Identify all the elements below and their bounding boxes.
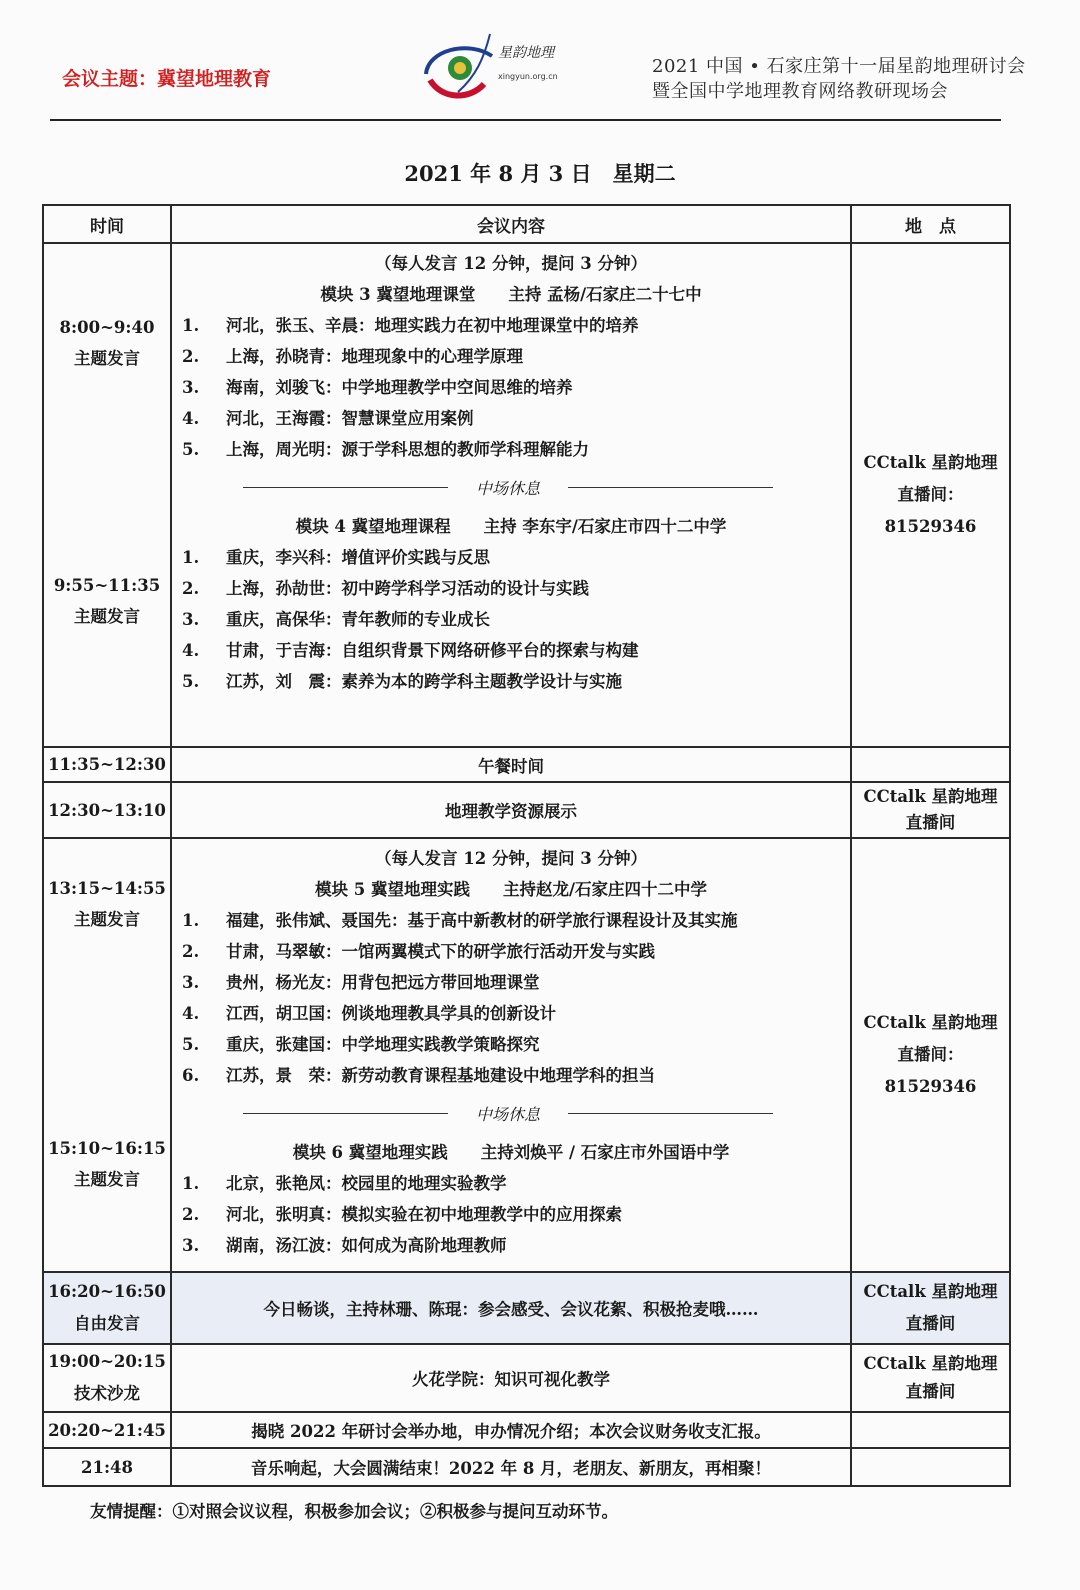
- item-text: 贵州，杨光友：用背包把远方带回地理课堂: [226, 973, 540, 992]
- item-text: 海南，刘骏飞：中学地理教学中空间思维的培养: [226, 378, 573, 397]
- list-item: [182, 341, 850, 372]
- table-row-closing: [43, 1448, 1010, 1486]
- item-number: 3.: [182, 378, 200, 397]
- item-number: 1.: [182, 911, 200, 930]
- location-room-label: 直播间：: [897, 485, 964, 504]
- divider-line: [568, 487, 773, 488]
- item-number: 5.: [182, 672, 200, 691]
- item-text: 重庆，李兴科：增值评价实践与反思: [226, 548, 490, 567]
- module3-list: [182, 310, 850, 465]
- intermission-divider: [182, 465, 850, 509]
- salon-label: 技术沙龙: [74, 1384, 140, 1403]
- salon-content: 火花学院：知识可视化教学: [171, 1344, 851, 1412]
- afternoon-time-cell: [43, 838, 171, 1272]
- list-item: [182, 967, 850, 998]
- item-text: 湖南，汤江波：如何成为高阶地理教师: [226, 1236, 507, 1255]
- resource-time: 12:30~13:10: [43, 782, 171, 838]
- table-row-resource: [43, 782, 1010, 838]
- location-platform: CCtalk 星韵地理: [863, 1013, 998, 1032]
- afternoon-location-cell: [851, 838, 1010, 1272]
- closing-location: [851, 1448, 1010, 1486]
- resource-location: [851, 782, 1010, 838]
- free-label: 自由发言: [74, 1314, 140, 1333]
- salon-location: [851, 1344, 1010, 1412]
- item-number: 2.: [182, 942, 200, 961]
- header-time: 时间: [43, 205, 171, 243]
- item-text: 甘肃，于吉海：自组织背景下网络研修平台的探索与构建: [226, 641, 639, 660]
- logo-emblem-icon: [418, 28, 578, 110]
- table-row-tech-salon: [43, 1344, 1010, 1412]
- free-content: 今日畅谈，主持林珊、陈琨：参会感受、会议花絮、积极抢麦哦……: [171, 1272, 851, 1344]
- morning-slot2-time: 9:55~11:35: [53, 576, 161, 595]
- reveal-time: 20:20~21:45: [43, 1412, 171, 1448]
- module6-title: 模块 6 冀望地理实践 主持刘焕平 / 石家庄市外国语中学: [292, 1143, 730, 1162]
- table-row-reveal: [43, 1412, 1010, 1448]
- schedule-table: [42, 204, 1011, 1487]
- lunch-time: 11:35~12:30: [43, 747, 171, 782]
- afternoon-slot1-label: 主题发言: [74, 910, 140, 929]
- item-text: 河北，王海霞：智慧课堂应用案例: [226, 409, 474, 428]
- item-number: 6.: [182, 1066, 200, 1085]
- intermission-label: 中场休息: [475, 1104, 540, 1124]
- module4-title: 模块 4 冀望地理课程 主持 李东宇/石家庄市四十二中学: [295, 517, 727, 536]
- speaking-time-note: （每人发言 12 分钟，提问 3 分钟）: [375, 849, 647, 868]
- friendly-reminder: 友情提醒：①对照会议议程，积极参加会议；②积极参与提问互动环节。: [90, 1502, 618, 1521]
- item-text: 上海，孙劼世：初中跨学科学习活动的设计与实践: [226, 579, 589, 598]
- item-number: 5.: [182, 1035, 200, 1054]
- header-divider: [50, 119, 1001, 121]
- item-number: 2.: [182, 579, 200, 598]
- morning-slot2: [44, 570, 170, 632]
- resource-content: 地理教学资源展示: [171, 782, 851, 838]
- morning-slot1-time: 8:00~9:40: [59, 318, 155, 337]
- list-item: [182, 434, 850, 465]
- conference-theme: 会议主题：冀望地理教育: [62, 68, 272, 90]
- reveal-location: [851, 1412, 1010, 1448]
- item-number: 2.: [182, 347, 200, 366]
- reveal-content: 揭晓 2022 年研讨会举办地，申办情况介绍；本次会议财务收支汇报。: [171, 1412, 851, 1448]
- morning-slot2-label: 主题发言: [74, 607, 140, 626]
- divider-line: [243, 487, 448, 488]
- list-item: [182, 573, 850, 604]
- morning-slot1-label: 主题发言: [74, 349, 140, 368]
- table-header-row: [43, 205, 1010, 243]
- list-item: [182, 1168, 850, 1199]
- afternoon-slot2-time: 15:10~16:15: [48, 1139, 166, 1158]
- location-room-label: 直播间: [905, 1382, 956, 1401]
- list-item: [182, 666, 850, 697]
- item-number: 3.: [182, 610, 200, 629]
- item-number: 4.: [182, 1004, 200, 1023]
- conference-title-line1: 2021 中国 • 石家庄第十一届星韵地理研讨会: [652, 56, 1026, 77]
- free-location: [851, 1272, 1010, 1344]
- item-text: 重庆，张建国：中学地理实践教学策略探究: [226, 1035, 540, 1054]
- item-text: 上海，周光明：源于学科思想的教师学科理解能力: [226, 440, 589, 459]
- afternoon-slot2: [44, 1133, 170, 1195]
- header-location: 地 点: [851, 205, 1010, 243]
- header-content: 会议内容: [171, 205, 851, 243]
- item-text: 北京，张艳凤：校园里的地理实验教学: [226, 1174, 507, 1193]
- list-item: [182, 905, 850, 936]
- salon-time: 19:00~20:15: [48, 1352, 166, 1371]
- item-number: 3.: [182, 1236, 200, 1255]
- table-row-afternoon: [43, 838, 1010, 1272]
- free-time: 16:20~16:50: [48, 1282, 166, 1301]
- afternoon-content-cell: [171, 838, 851, 1272]
- location-platform: CCtalk 星韵地理: [863, 787, 998, 806]
- lunch-content: 午餐时间: [171, 747, 851, 782]
- list-item: [182, 936, 850, 967]
- module4-list: [182, 542, 850, 697]
- item-number: 1.: [182, 1174, 200, 1193]
- afternoon-slot1: [44, 873, 170, 935]
- module5-list: [182, 905, 850, 1091]
- divider-line: [243, 1113, 448, 1114]
- lunch-location: [851, 747, 1010, 782]
- location-room-label: 直播间: [905, 813, 956, 832]
- module3-title: 模块 3 冀望地理课堂 主持 孟杨/石家庄二十七中: [320, 285, 702, 304]
- closing-time: 21:48: [43, 1448, 171, 1486]
- list-item: [182, 1230, 850, 1261]
- location-room-label: 直播间: [905, 1314, 956, 1333]
- location-platform: CCtalk 星韵地理: [863, 453, 998, 472]
- schedule-date: 2021 年 8 月 3 日 星期二: [404, 161, 676, 186]
- location-room-label: 直播间：: [897, 1045, 964, 1064]
- list-item: [182, 998, 850, 1029]
- item-text: 甘肃，马翠敏：一馆两翼模式下的研学旅行活动开发与实践: [226, 942, 655, 961]
- item-number: 2.: [182, 1205, 200, 1224]
- logo-text: 星韵地理: [498, 45, 554, 61]
- morning-content-cell: [171, 243, 851, 747]
- module5-title: 模块 5 冀望地理实践 主持赵龙/石家庄四十二中学: [315, 880, 707, 899]
- item-text: 河北，张明真：模拟实验在初中地理教学中的应用探索: [226, 1205, 622, 1224]
- location-room-number: 81529346: [884, 1077, 977, 1096]
- list-item: [182, 1029, 850, 1060]
- free-time-cell: [43, 1272, 171, 1344]
- divider-line: [568, 1113, 773, 1114]
- item-text: 江西，胡卫国：例谈地理教具学具的创新设计: [226, 1004, 556, 1023]
- item-number: 4.: [182, 641, 200, 660]
- list-item: [182, 635, 850, 666]
- page-header: [0, 0, 1080, 130]
- item-text: 重庆，高保华：青年教师的专业成长: [226, 610, 490, 629]
- table-row-lunch: [43, 747, 1010, 782]
- item-number: 1.: [182, 316, 200, 335]
- item-text: 福建，张伟斌、聂国先：基于高中新教材的研学旅行课程设计及其实施: [226, 911, 738, 930]
- location-platform: CCtalk 星韵地理: [863, 1354, 998, 1373]
- item-text: 江苏，景 荣：新劳动教育课程基地建设中地理学科的担当: [226, 1066, 655, 1085]
- location-room-number: 81529346: [884, 517, 977, 536]
- morning-time-cell: [43, 243, 171, 747]
- item-number: 3.: [182, 973, 200, 992]
- item-text: 上海，孙晓青：地理现象中的心理学原理: [226, 347, 523, 366]
- speaking-time-note: （每人发言 12 分钟，提问 3 分钟）: [375, 254, 647, 273]
- item-text: 河北，张玉、辛晨：地理实践力在初中地理课堂中的培养: [226, 316, 639, 335]
- intermission-label: 中场休息: [475, 478, 540, 498]
- morning-slot1: [44, 312, 170, 374]
- morning-location-cell: [851, 243, 1010, 747]
- item-number: 4.: [182, 409, 200, 428]
- list-item: [182, 604, 850, 635]
- table-row-morning: [43, 243, 1010, 747]
- list-item: [182, 542, 850, 573]
- xingyun-logo: [418, 28, 578, 110]
- afternoon-slot2-label: 主题发言: [74, 1170, 140, 1189]
- list-item: [182, 403, 850, 434]
- intermission-divider: [182, 1091, 850, 1135]
- salon-time-cell: [43, 1344, 171, 1412]
- item-number: 5.: [182, 440, 200, 459]
- closing-content: 音乐响起，大会圆满结束！2022 年 8 月，老朋友、新朋友，再相聚！: [171, 1448, 851, 1486]
- logo-url: xingyun.org.cn: [498, 72, 558, 81]
- conference-title-line2: 暨全国中学地理教育网络教研现场会: [652, 81, 948, 102]
- list-item: [182, 1060, 850, 1091]
- item-text: 江苏，刘 震：素养为本的跨学科主题教学设计与实施: [226, 672, 622, 691]
- conference-title: [652, 54, 1026, 104]
- list-item: [182, 310, 850, 341]
- table-row-free-discussion: [43, 1272, 1010, 1344]
- afternoon-slot1-time: 13:15~14:55: [48, 879, 166, 898]
- list-item: [182, 1199, 850, 1230]
- item-number: 1.: [182, 548, 200, 567]
- location-platform: CCtalk 星韵地理: [863, 1282, 998, 1301]
- list-item: [182, 372, 850, 403]
- module6-list: [182, 1168, 850, 1261]
